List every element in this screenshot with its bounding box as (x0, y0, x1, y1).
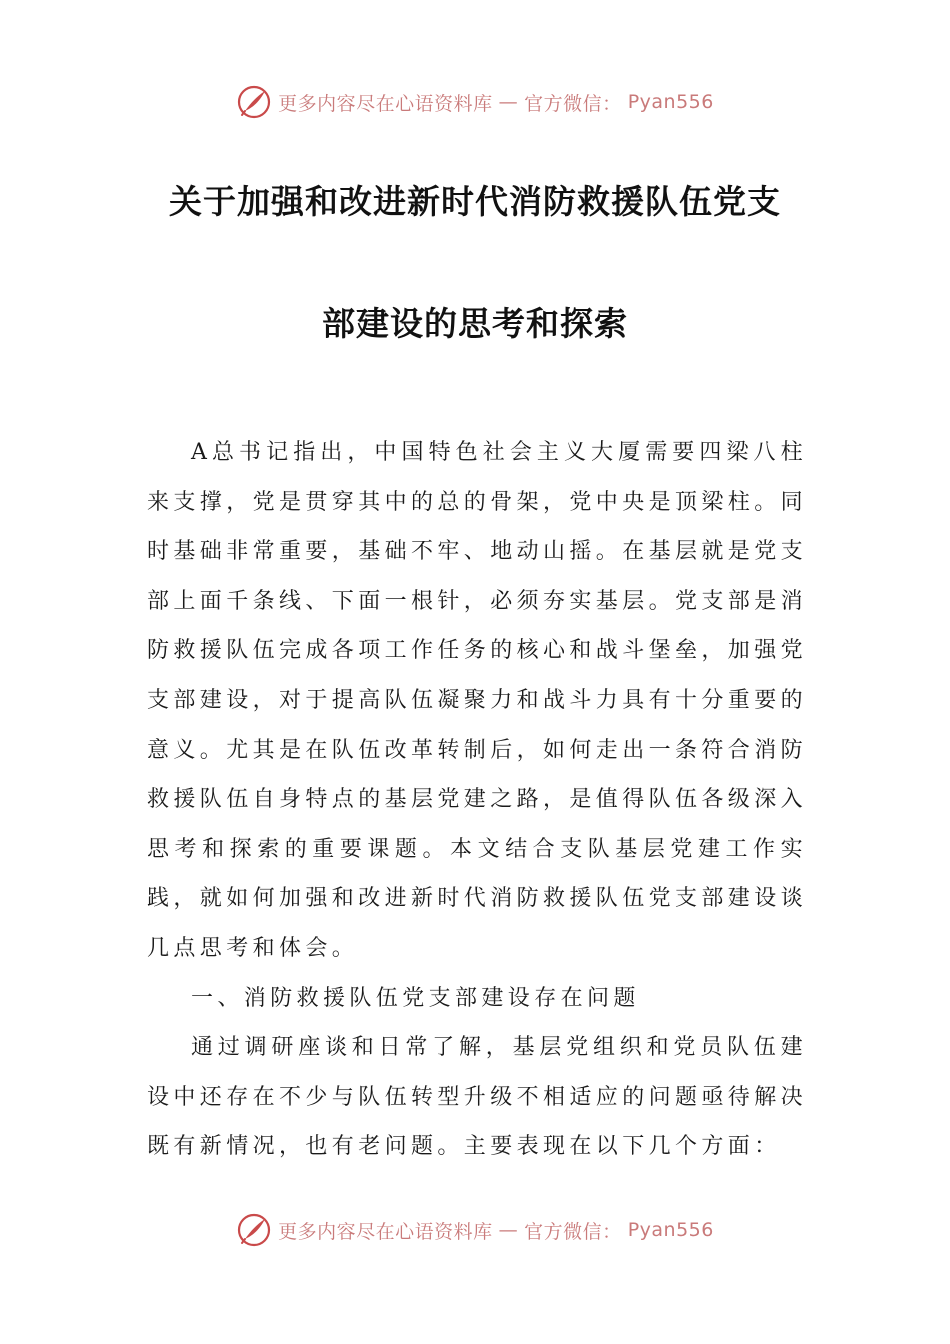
watermark-text: 更多内容尽在心语资料库 (278, 92, 493, 115)
document-title-line-1: 关于加强和改进新时代消防救援队伍党支 (169, 182, 781, 221)
watermark-separator: — (498, 91, 519, 113)
document-title-line-2: 部建设的思考和探索 (322, 304, 628, 343)
feather-pen-logo-icon (236, 84, 272, 120)
document-body (147, 428, 807, 1172)
section-heading: 一、消防救援队伍党支部建设存在问题 (191, 985, 640, 1011)
paragraph-section-1: 通过调研座谈和日常了解，基层党组织和党员队伍建设中还存在不少与队伍转型升级不相适应的问题亟待解决既有新情况，也有老问题。主要表现在以下几个方面： (147, 1035, 808, 1160)
watermark-label: 官方微信： (524, 92, 622, 115)
header-watermark (0, 80, 950, 124)
paragraph-intro: A总书记指出，中国特色社会主义大厦需要四梁八柱来支撑，党是贯穿其中的总的骨架，党中央是顶梁柱。同时基础非常重要，基础不牢、地动山摇。在基层就是党支部上面千条线、下面一根针，必须夯实基层。党支部是消防救援队伍完成各项工作任务的核心和战斗堡垒，加强党支部建设，对于提高队伍凝聚力和战斗力具有十分重要的意义。尤其是在队伍改革转制后，如何走出一条符合消防救援队伍自身特点的基层党建之路，是值得队伍各级深入思考和探索的重要课题。本文结合支队基层党建工作实践，就如何加强和改进新时代消防救援队伍党支部建设谈几点思考和体会。 (147, 440, 808, 961)
watermark-text: 更多内容尽在心语资料库 (278, 1220, 493, 1243)
feather-pen-logo-icon (236, 1212, 272, 1248)
footer-watermark (0, 1208, 950, 1252)
watermark-separator: — (498, 1219, 519, 1241)
watermark-handle: Pyan556 (627, 1219, 714, 1241)
watermark-label: 官方微信： (524, 1220, 622, 1243)
watermark-handle: Pyan556 (627, 91, 714, 113)
